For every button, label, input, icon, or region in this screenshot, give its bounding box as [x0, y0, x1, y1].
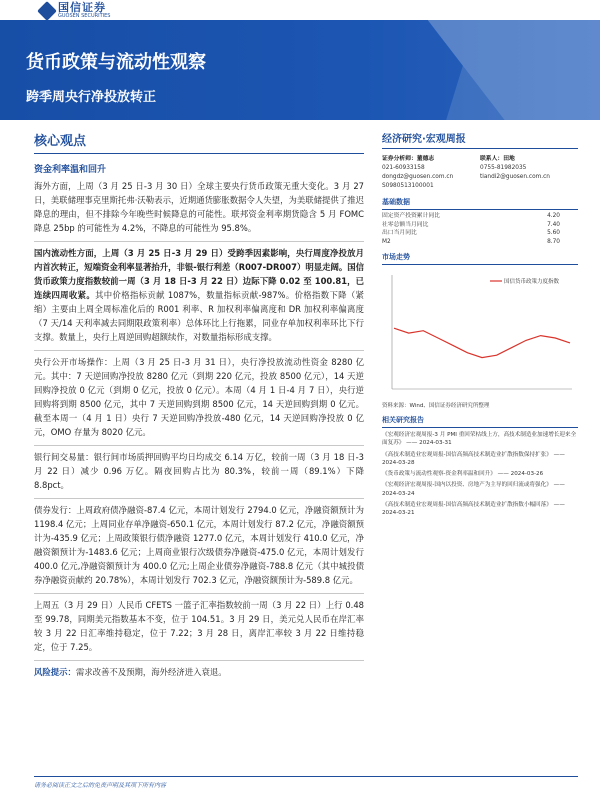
- divider: [34, 498, 364, 499]
- trend-series-line: [394, 328, 570, 357]
- related-report-title: 《宏观经济宏观周报-3 月 PMI 重回荣枯线上方，高技术制造业加速增长迎来全面复苏》: [382, 432, 577, 447]
- related-report-item[interactable]: 《宏观经济宏观周报-国内以投资、房地产为主导的回归流或将强化》 —— 2024-03-24: [382, 482, 565, 497]
- related-report-title: 《货币政策与流动性观察-资金利率温和回升》: [382, 471, 496, 478]
- contact-name: 田地: [503, 156, 515, 162]
- paragraph-interbank: 银行间交易量：银行间市场质押回购平均日均成交 6.14 万亿，较前一周（3 月 18 日-3 月 22 日）减少 0.96 万亿。隔夜回购占比为 80.3%，较前一周（89.1%）下降 8.8pct。: [34, 452, 364, 490]
- contact-email[interactable]: tiandi2@guosen.com.cn: [480, 174, 550, 180]
- logo-text-cn: 国信证券: [58, 1, 106, 14]
- basic-data-row: [382, 221, 578, 230]
- legend-label: 国信货币政策力度指数: [504, 279, 560, 285]
- related-report-title: 《高技术制造业宏观周报-国信高频高技术制造业扩散指数保持扩张》: [382, 451, 552, 458]
- analyst-phone: 021-60933158: [382, 165, 425, 171]
- analyst-block: [382, 155, 578, 191]
- core-view-heading: 核心观点: [34, 130, 364, 154]
- report-category: 经济研究·宏观周报: [382, 130, 578, 149]
- basic-data-value: 5.60: [547, 230, 560, 236]
- chart-source: 资料来源：Wind、国信证券经济研究所整理: [382, 403, 490, 409]
- related-report-date: 2024-03-21: [382, 510, 415, 517]
- logo-text-en: GUOSEN SECURITIES: [58, 13, 111, 19]
- related-report-item[interactable]: 《高技术制造业宏观周报-国信高频高技术制造业扩散指数保持扩张》 —— 2024-03-28: [382, 451, 565, 466]
- title-banner: [0, 20, 600, 120]
- analyst-name: 董德志: [416, 156, 435, 162]
- basic-data-value: 7.40: [547, 221, 560, 228]
- paragraph-omo: 央行公开市场操作：上周（3 月 25 日-3 月 31 日），央行净投放流动性资金 8280 亿元。其中：7 天逆回购净投放 8280 亿元（到期 220 亿元，投放 8500 亿元），14 天逆回购净投放 0 亿元（到期 0 亿元，投放 0 亿元）。本周（4 月 1 日-4 月 7 日），央行逆回购将到期 8500 亿元，其中 7 天逆回购到期 8500 亿元，14 天逆回购到期 0 亿元。截至本周一（4 月 1 日）央行 7 天逆回购净投放-480 亿元，14 天逆回购净投放 0 亿元，OMO 存量为 8020 亿元。: [34, 357, 364, 437]
- paragraph-domestic-normal: 其中价格指标贡献 1087%，数量指标贡献-987%。价格指数下降（紧缩）主要由上周全周标准化后的 R001 利率、R 加权利率偏离度和 DR 加权利率偏离度（7 天/14 天利率减去同期限政策利率）总体环比上行拖累，同业存单加权利率环比下行支撑。数量上，央行上周逆回购超额续作，对数量指标形成支撑。: [34, 290, 364, 342]
- basic-data-value: 4.20: [547, 213, 560, 219]
- related-research-heading: 相关研究报告: [382, 415, 578, 428]
- report-title: 货币政策与流动性观察: [26, 52, 206, 73]
- market-trend-chart: [382, 269, 578, 399]
- basic-data-label: 社零总额当月同比: [382, 221, 429, 228]
- sidebar-column: [382, 130, 578, 518]
- related-report-item[interactable]: 《高技术制造业宏观周报-国信高频高技术制造业扩散指数小幅回落》 —— 2024-03-21: [382, 502, 565, 517]
- related-report-date: 2024-03-28: [382, 459, 415, 466]
- related-research-list: [382, 431, 578, 518]
- basic-data-row: [382, 238, 578, 247]
- divider: [34, 241, 364, 242]
- basic-data-label: 固定资产投资累计同比: [382, 213, 440, 219]
- paragraph-bond-issuance: 债券发行：上周政府债净融资-87.4 亿元，本周计划发行 2794.0 亿元，净融资额预计为 1198.4 亿元；上周同业存单净融资-650.1 亿元，本周计划发行 87.2 亿元，净融资额预计为-435.9 亿元；上周政策银行债净融资 1277.0 亿元，本周计划发行 410.0 亿元，净融资额预计为-1483.6 亿元；上周商业银行次级债券净融资-475.0 亿元，本周计划发行 400.0 亿元,净融资额预计为 400.0 亿元;上周企业债券净融资-788.8 亿元（其中城投债券净融资贡献约 20.78%），本周计划发行 702.3 亿元，净融资额预计为-589.8 亿元。: [34, 505, 364, 585]
- analyst-email[interactable]: dongdz@guosen.com.cn: [382, 174, 454, 180]
- related-report-title: 《宏观经济宏观周报-国内以投资、房地产为主导的回归流或将强化》: [382, 482, 552, 489]
- related-report-date: 2024-03-31: [419, 440, 452, 447]
- analyst-cert: S0980513100001: [382, 183, 434, 189]
- main-column: [34, 130, 364, 679]
- related-report-date: 2024-03-24: [382, 490, 415, 497]
- basic-data-value: 8.70: [547, 238, 560, 245]
- divider: [34, 593, 364, 594]
- banner-decoration: [360, 20, 600, 120]
- divider: [34, 660, 364, 661]
- analyst-primary: [382, 155, 480, 191]
- basic-data-label: 出口当月同比: [382, 230, 417, 236]
- report-subtitle: 跨季周央行净投放转正: [26, 90, 157, 105]
- paragraph-fx: 上周五（3 月 29 日）人民币 CFETS 一篮子汇率指数较前一周（3 月 22 日）上行 0.48 至 99.78，同期美元指数基本不变，位于 104.51。3 月 29 日，美元兑人民币在岸汇率较 3 月 22 日汇率维持稳定，位于 7.22；3 月 28 日，离岸汇率较 3 月 22 日维持稳定，位于 7.25。: [34, 600, 364, 652]
- paragraph-overseas: 海外方面，上周（3 月 25 日-3 月 30 日）全球主要央行货币政策无重大变化。3 月 27 日，美联储理事克里斯托弗·沃勒表示，近期通货膨胀数据令人失望，为美联储提供了推迟降息的理由，但不排除今年晚些时候降息的可能性。联邦资金利率期货隐含 5 月 FOMC 降息 25bp 的可能性为 4.2%，不降息的可能性为 95.8%。: [34, 181, 364, 233]
- logo-diamond-icon: [37, 1, 57, 21]
- brand-logo: [40, 2, 110, 19]
- related-report-item[interactable]: 《宏观经济宏观周报-3 月 PMI 重回荣枯线上方，高技术制造业加速增长迎来全面复苏》 —— 2024-03-31: [382, 432, 577, 447]
- related-report-title: 《高技术制造业宏观周报-国信高频高技术制造业扩散指数小幅回落》: [382, 502, 552, 509]
- market-trend-heading: 市场走势: [382, 252, 578, 265]
- divider: [34, 445, 364, 446]
- basic-data-table: [382, 212, 578, 246]
- related-report-item[interactable]: 《货币政策与流动性观察-资金利率温和回升》 —— 2024-03-26: [382, 471, 544, 478]
- risk-label: 风险提示：: [34, 667, 76, 677]
- basic-data-row: [382, 212, 578, 221]
- analyst-role: 证券分析师：: [382, 156, 417, 162]
- basic-data-heading: 基础数据: [382, 197, 578, 210]
- risk-warning: [34, 665, 364, 679]
- footer-disclaimer: 请务必阅读正文之后的免责声明及其项下所有内容: [34, 776, 578, 789]
- core-view-subheading: 资金利率温和回升: [34, 165, 107, 175]
- basic-data-row: [382, 229, 578, 238]
- divider: [34, 350, 364, 351]
- paragraph-domestic-bold: 国内流动性方面，上周（3 月 25 日-3 月 29 日）受跨季因素影响，央行周度净投放月内首次转正，短端资金利率显著抬升，非银-银行利差（R007-DR007）明显走阔。国信货币政策力度指数较前一周（3 月 18 日-3 月 22 日）边际下降 0.02 至 100.81，已连续四周收紧。: [34, 248, 364, 300]
- trend-chart-svg: [382, 269, 578, 399]
- top-bar: [0, 0, 600, 20]
- paragraph-domestic: [34, 246, 364, 344]
- basic-data-label: M2: [382, 238, 391, 245]
- related-report-date: 2024-03-26: [510, 471, 544, 478]
- contact-phone: 0755-81982035: [480, 165, 527, 171]
- contact-role: 联系人：: [480, 156, 504, 162]
- risk-text: 需求改善不及预期，海外经济进入衰退。: [75, 667, 227, 677]
- analyst-contact: [480, 155, 578, 191]
